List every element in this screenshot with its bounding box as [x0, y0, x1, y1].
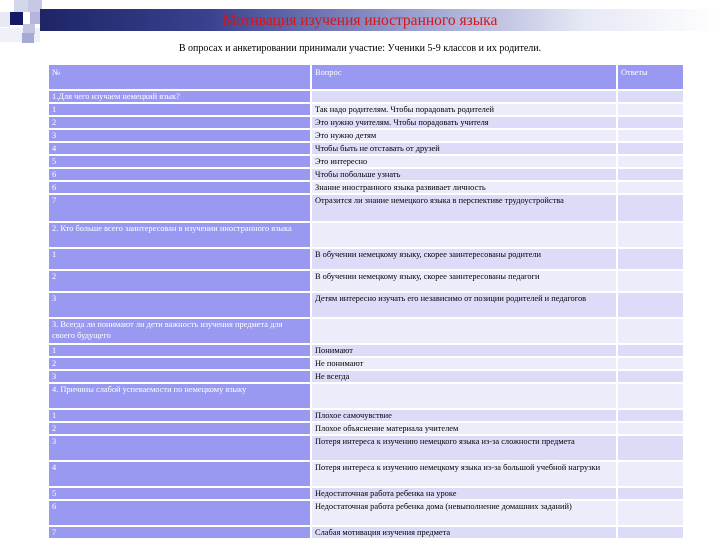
row-question: Слабая мотивация изучения предмета [312, 527, 618, 538]
row-question: В обучении немецкому языку, скорее заинтересованы родители [312, 249, 618, 269]
row-answer [618, 345, 683, 356]
header-number: № [49, 65, 312, 89]
row-answer [618, 104, 683, 115]
row-number: 4 [49, 143, 312, 154]
row-question: Не понимают [312, 358, 618, 369]
row-answer [618, 249, 683, 269]
row-answer [618, 169, 683, 180]
row-question [312, 319, 618, 343]
row-number: 1.Для чего изучаем немецкий язык? [49, 91, 312, 102]
row-number: 2 [49, 117, 312, 128]
row-number: 2 [49, 358, 312, 369]
row-answer [618, 423, 683, 434]
row-question: Это нужно учителям. Чтобы порадовать учителя [312, 117, 618, 128]
row-question: Недостаточная работа ребенка на уроке [312, 488, 618, 499]
slide-title: Мотивация изучения иностранного языка [222, 12, 498, 29]
row-answer [618, 143, 683, 154]
row-answer [618, 130, 683, 141]
row-question: Потеря интереса к изучению немецкого языка из-за сложности предмета [312, 436, 618, 460]
row-number: 1 [49, 410, 312, 421]
table-row [49, 182, 683, 193]
row-question: Отразится ли знание немецкого языка в перспективе трудоустройства [312, 195, 618, 221]
row-number: 7 [49, 195, 312, 221]
table-row [49, 501, 683, 525]
table-row [49, 371, 683, 382]
row-number: 1 [49, 104, 312, 115]
row-answer [618, 488, 683, 499]
table-row [49, 104, 683, 115]
row-answer [618, 384, 683, 408]
table-header-row [49, 65, 683, 89]
table-row [49, 249, 683, 269]
table-row [49, 384, 683, 408]
table-row [49, 169, 683, 180]
row-number: 2 [49, 423, 312, 434]
row-number: 3 [49, 371, 312, 382]
row-number: 6 [49, 501, 312, 525]
row-answer [618, 527, 683, 538]
row-question [312, 384, 618, 408]
row-number: 6 [49, 182, 312, 193]
row-number: 3 [49, 130, 312, 141]
table-row [49, 223, 683, 247]
table-row [49, 143, 683, 154]
row-question: Это нужно детям [312, 130, 618, 141]
survey-table [49, 63, 683, 540]
row-answer [618, 371, 683, 382]
row-answer [618, 319, 683, 343]
row-answer [618, 358, 683, 369]
row-number: 7 [49, 527, 312, 538]
row-number: 2. Кто больше всего заинтересован в изучении иностранного языка [49, 223, 312, 247]
table-row [49, 130, 683, 141]
table-row [49, 319, 683, 343]
table-row [49, 293, 683, 317]
row-answer [618, 462, 683, 486]
row-question: Чтобы быть не отставать от друзей [312, 143, 618, 154]
row-answer [618, 271, 683, 291]
table-row [49, 156, 683, 167]
row-answer [618, 410, 683, 421]
table-row [49, 358, 683, 369]
row-question: Понимают [312, 345, 618, 356]
row-question: Чтобы побольше узнать [312, 169, 618, 180]
table-row [49, 488, 683, 499]
slide-subtitle: В опросах и анкетировании принимали участие: Ученики 5-9 классов и их родители. [178, 43, 542, 54]
row-number: 6 [49, 169, 312, 180]
table-row [49, 345, 683, 356]
row-question: Так надо родителям. Чтобы порадовать родителей [312, 104, 618, 115]
row-answer [618, 117, 683, 128]
row-answer [618, 223, 683, 247]
row-question: В обучении немецкому языку, скорее заинтересованы педагоги [312, 271, 618, 291]
table-row [49, 91, 683, 102]
table-row [49, 117, 683, 128]
row-number: 4 [49, 462, 312, 486]
row-question: Недостаточная работа ребенка дома (невыполнение домашних заданий) [312, 501, 618, 525]
row-number: 2 [49, 271, 312, 291]
row-question: Детям интересно изучать его независимо от позиции родителей и педагогов [312, 293, 618, 317]
row-number: 5 [49, 156, 312, 167]
row-number: 3. Всегда ли понимают ли дети важность изучения предмета для своего будущего [49, 319, 312, 343]
table-row [49, 271, 683, 291]
table-row [49, 462, 683, 486]
row-question: Знание иностранного языка развивает личность [312, 182, 618, 193]
row-answer [618, 195, 683, 221]
row-answer [618, 182, 683, 193]
row-question: Плохое объяснение материала учителем [312, 423, 618, 434]
header-question: Вопрос [312, 65, 618, 89]
row-answer [618, 501, 683, 525]
row-answer [618, 436, 683, 460]
row-number: 1 [49, 345, 312, 356]
row-question: Не всегда [312, 371, 618, 382]
row-question: Потеря интереса к изучению немецкому языка из-за большой учебной нагрузки [312, 462, 618, 486]
row-answer [618, 156, 683, 167]
table-row [49, 423, 683, 434]
row-question: Это интересно [312, 156, 618, 167]
header-answers: Ответы [618, 65, 683, 89]
row-number: 4. Причины слабой успеваемости по немецкому языку [49, 384, 312, 408]
table-row [49, 195, 683, 221]
row-answer [618, 91, 683, 102]
table-row [49, 410, 683, 421]
row-number: 1 [49, 249, 312, 269]
table-row [49, 527, 683, 538]
row-answer [618, 293, 683, 317]
table-row [49, 436, 683, 460]
row-question [312, 223, 618, 247]
row-question [312, 91, 618, 102]
row-question: Плохое самочувствие [312, 410, 618, 421]
row-number: 3 [49, 436, 312, 460]
row-number: 5 [49, 488, 312, 499]
row-number: 3 [49, 293, 312, 317]
